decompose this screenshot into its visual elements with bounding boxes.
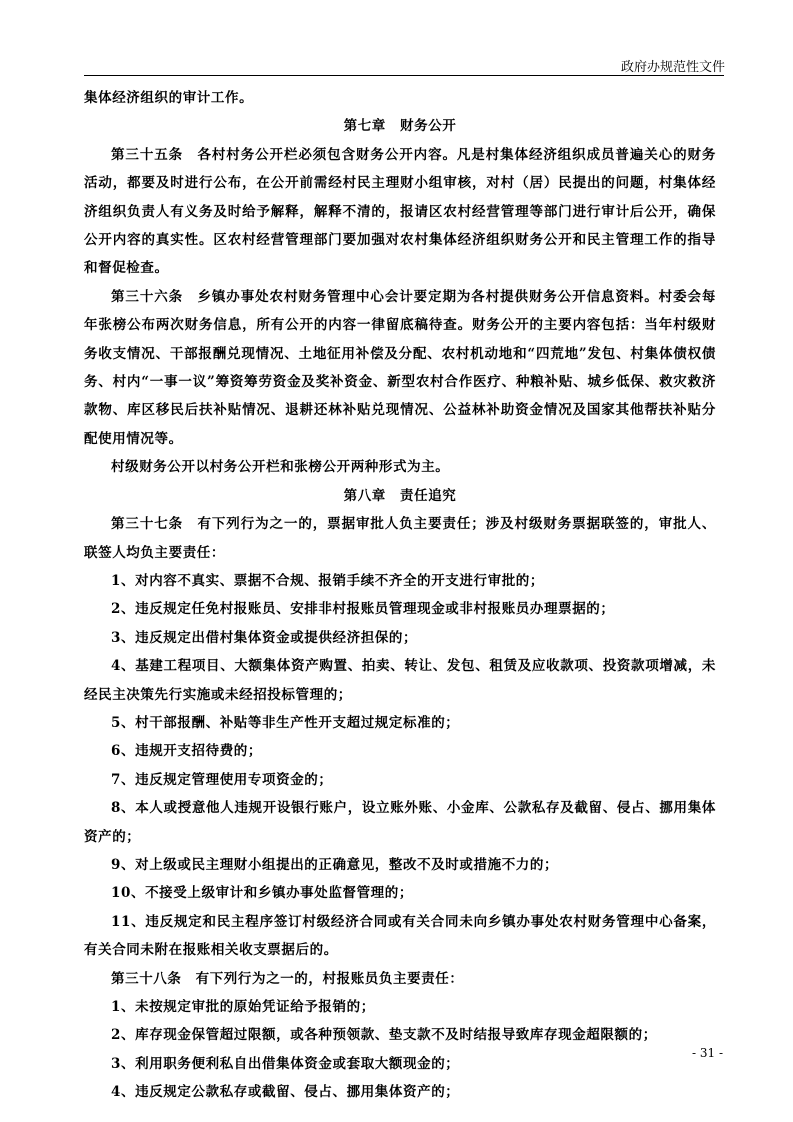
paragraph: 10、不接受上级审计和乡镇办事处监督管理的； [111, 885, 413, 902]
chapter-heading: 第八章 责任追究 [343, 487, 457, 504]
paragraph: 第三十五条 各村村务公开栏必须包含财务公开内容。凡是村集体经济组织成员普遍关心的财务活动，都要及时进行公布，在公开前需经村民主理财小组审核，对村（居）民提出的问题，村集体经济组织负责人有义务及时给予解释，解释不清的，报请区农村经营管理等部门进行审计后公开，确保公开内容的真实性。区农村经营管理部门要加强对农村集体经济组织财务公开和民主管理工作的指导和督促检查。 [84, 146, 716, 277]
paragraph: 9、对上级或民主理财小组提出的正确意见，整改不及时或措施不力的； [111, 856, 559, 873]
paragraph: 5、村干部报酬、补贴等非生产性开支超过规定标准的； [111, 714, 460, 731]
paragraph: 2、库存现金保管超过限额，或各种预领款、垫支款不及时结报导致库存现金超限额的； [111, 1027, 657, 1044]
page-number: - 31 - [691, 1046, 723, 1060]
paragraph: 11、违反规定和民主程序签订村级经济合同或有关合同未向乡镇办事处农村财务管理中心备案，有关合同未附在报账相关收支票据后的。 [84, 913, 716, 959]
paragraph: 7、违反规定管理使用专项资金的； [111, 771, 333, 788]
paragraph: 第三十七条 有下列行为之一的，票据审批人负主要责任；涉及村级财务票据联签的，审批人、联签人均负主要责任： [84, 516, 716, 561]
paragraph: 3、利用职务便利私自出借集体资金或套取大额现金的； [111, 1055, 460, 1072]
paragraph: 集体经济组织的审计工作。 [84, 90, 254, 106]
paragraph: 第三十八条 有下列行为之一的，村报账员负主要责任： [111, 970, 464, 987]
document-body [84, 84, 716, 1107]
chapter-heading: 第七章 财务公开 [343, 118, 457, 135]
paragraph: 2、违反规定任免村报账员、安排非村报账员管理现金或非村报账员办理票据的； [111, 601, 615, 618]
paragraph: 1、未按规定审批的原始凭证给予报销的； [111, 999, 375, 1015]
paragraph: 3、违反规定出借村集体资金或提供经济担保的； [111, 629, 418, 646]
paragraph: 6、违规开支招待费的； [111, 743, 262, 760]
paragraph: 第三十六条 乡镇办事处农村财务管理中心会计要定期为各村提供财务公开信息资料。村委会每年张榜公布两次财务信息，所有公开的内容一律留底稿待查。财务公开的主要内容包括：当年村级财务收支情况、干部报酬兑现情况、土地征用补偿及分配、农村机动地和“四荒地”发包、村集体债权债务、村内“一事一议”筹资筹劳资金及奖补资金、新型农村合作医疗、种粮补贴、城乡低保、救灾救济款物、库区移民后扶补贴情况、退耕还林补贴兑现情况、公益林补助资金情况及国家其他帮扶补贴分配使用情况等。 [84, 288, 716, 447]
document-category-label: 政府办规范性文件 [620, 60, 725, 75]
paragraph: 4、违反规定公款私存或截留、侵占、挪用集体资产的； [111, 1084, 460, 1101]
paragraph: 4、基建工程项目、大额集体资产购置、拍卖、转让、发包、租赁及应收款项、投资款项增减，未经民主决策先行实施或未经招投标管理的； [84, 658, 716, 703]
paragraph: 村级财务公开以村务公开栏和张榜公开两种形式为主。 [111, 459, 450, 476]
paragraph: 1、对内容不真实、票据不合规、报销手续不齐全的开支进行审批的； [111, 572, 544, 589]
paragraph: 8、本人或授意他人违规开设银行账户，设立账外账、小金库、公款私存及截留、侵占、挪用集体资产的； [84, 800, 716, 845]
header-divider [84, 75, 724, 76]
